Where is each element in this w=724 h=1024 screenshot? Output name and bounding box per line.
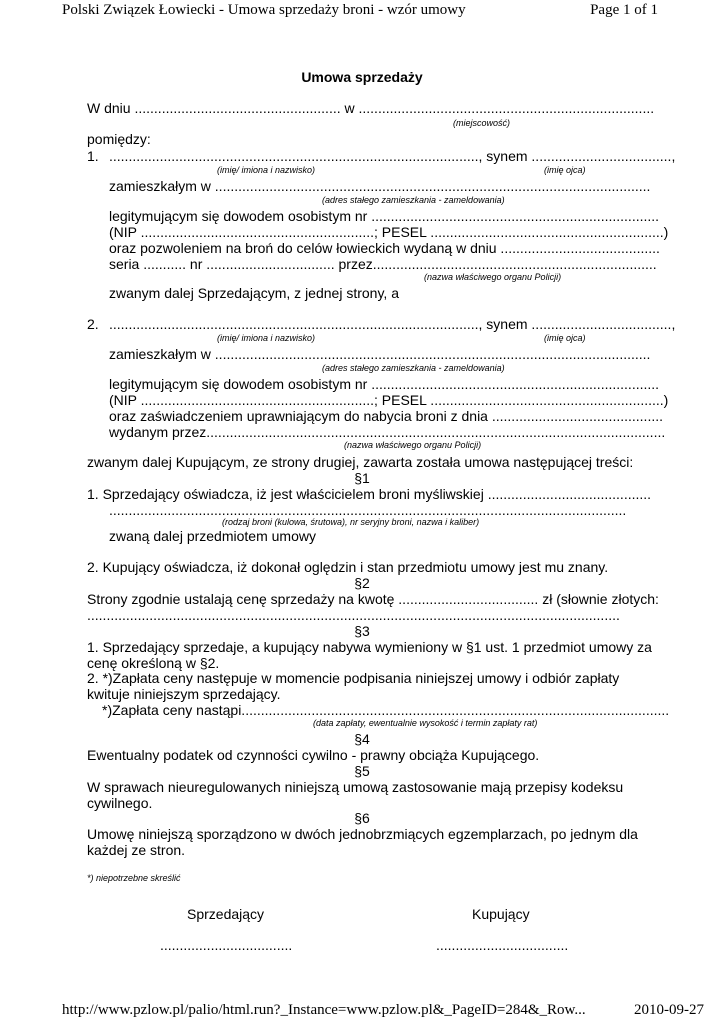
section-1-heading: §1: [354, 470, 370, 486]
section-3-heading: §3: [354, 623, 370, 639]
buyer-nip-pesel-line: (NIP ............................................................; PESEL ............................................................): [109, 392, 669, 408]
buyer-signature-line: ..................................: [436, 937, 569, 953]
section-5-paragraph-1-continued: cywilnego.: [87, 795, 153, 811]
place-hint: (miejscowość): [453, 118, 511, 128]
seller-permit-line: oraz pozwoleniem na broń do celów łowieckich wydaną w dniu .........................................: [109, 240, 660, 256]
seller-series-line: seria ........... nr ................................. przez.........................................................................: [109, 256, 657, 272]
seller-name-hint: (imię/ imiona i nazwisko): [217, 165, 316, 175]
section-2-paragraph-1-continued: .........................................................................................................................................: [87, 607, 620, 623]
footnote: *) niepotrzebne skreślić: [87, 873, 181, 883]
section-1-paragraph-1-end: zwaną dalej przedmiotem umowy: [109, 528, 316, 544]
seller-address-line: zamieszkałym w ................................................................................................................: [109, 178, 651, 194]
seller-name-line: ..............................................................................................., synem ....................................,: [109, 148, 676, 164]
section-4-heading: §4: [354, 731, 370, 747]
seller-address-hint: (adres stałego zamieszkania - zameldowania): [322, 195, 505, 205]
buyer-name-line: ..............................................................................................., synem ....................................,: [109, 316, 676, 332]
seller-id-line: legitymującym się dowodem osobistym nr ..........................................................................: [109, 208, 660, 224]
buyer-role-line: zwanym dalej Kupującym, ze strony drugiej, zawarta została umowa następującej treści:: [87, 454, 634, 470]
section-3-paragraph-1: 1. Sprzedający sprzedaje, a kupujący nabywa wymieniony w §1 ust. 1 przedmiot umowy za: [87, 639, 652, 655]
header-title: Polski Związek Łowiecki - Umowa sprzedaży broni - wzór umowy: [62, 2, 466, 18]
seller-father-hint: (imię ojca): [544, 165, 586, 175]
section-1-paragraph-1: 1. Sprzedający oświadcza, iż jest właścicielem broni myśliwskiej ..........................................: [87, 486, 652, 502]
intro-date-place: W dniu ..................................................... w ............................................................................: [87, 100, 655, 116]
seller-signature-line: ..................................: [160, 937, 293, 953]
section-3-paragraph-1-continued: cenę określoną w §2.: [87, 655, 220, 671]
seller-signature-label: Sprzedający: [187, 906, 265, 922]
seller-nip-pesel-line: (NIP ............................................................; PESEL ............................................................): [109, 224, 669, 240]
buyer-father-hint: (imię ojca): [544, 333, 586, 343]
buyer-address-hint: (adres stałego zamieszkania - zameldowania): [322, 363, 505, 373]
buyer-id-line: legitymującym się dowodem osobistym nr ..........................................................................: [109, 376, 660, 392]
footer-date: 2010-09-27: [634, 1002, 704, 1018]
seller-number: 1.: [87, 148, 99, 164]
buyer-issuer-hint: (nazwa właściwego organu Policji): [344, 440, 482, 450]
section-5-paragraph-1: W sprawach nieuregulowanych niniejszą umową zastosowanie mają przepisy kodeksu: [87, 779, 624, 795]
seller-issuer-hint: (nazwa właściwego organu Policji): [424, 272, 562, 282]
section-1-paragraph-1-continued: .....................................................................................................................................: [109, 502, 627, 518]
section-6-paragraph-1-continued: każdej ze stron.: [87, 842, 186, 858]
weapon-hint: (rodzaj broni (kulowa, śrutowa), nr seryjny broni, nazwa i kaliber): [222, 517, 480, 527]
document-title: Umowa sprzedaży: [301, 69, 423, 85]
intro-between: pomiędzy:: [87, 131, 151, 147]
section-2-paragraph-1: Strony zgodnie ustalają cenę sprzedaży na kwotę .................................... zł (słownie złotych:: [87, 591, 659, 607]
buyer-address-line: zamieszkałym w ................................................................................................................: [109, 346, 651, 362]
buyer-number: 2.: [87, 316, 99, 332]
buyer-certificate-line: oraz zaświadczeniem uprawniającym do nabycia broni z dnia ............................................: [109, 408, 664, 424]
buyer-issued-line: wydanym przez......................................................................................................................: [109, 424, 666, 440]
buyer-name-hint: (imię/ imiona i nazwisko): [217, 333, 316, 343]
section-4-paragraph-1: Ewentualny podatek od czynności cywilno - prawny obciąża Kupującego.: [87, 747, 540, 763]
page-number: Page 1 of 1: [590, 2, 658, 18]
section-6-paragraph-1: Umowę niniejszą sporządzono w dwóch jednobrzmiących egzemplarzach, po jednym dla: [87, 826, 638, 842]
payment-hint: (data zapłaty, ewentualnie wysokość i termin zapłaty rat): [313, 718, 538, 728]
section-3-paragraph-2-continued: kwituje niniejszym sprzedający.: [87, 686, 281, 702]
section-3-paragraph-2: 2. *)Zapłata ceny następuje w momencie podpisania niniejszej umowy i odbiór zapłaty: [87, 670, 620, 686]
buyer-signature-label: Kupujący: [472, 906, 530, 922]
section-6-heading: §6: [354, 810, 370, 826]
section-3-paragraph-3: *)Zapłata ceny nastąpi..............................................................................................................: [102, 702, 670, 718]
section-1-paragraph-2: 2. Kupujący oświadcza, iż dokonał oględzin i stan przedmiotu umowy jest mu znany.: [87, 559, 609, 575]
section-5-heading: §5: [354, 763, 370, 779]
seller-role-line: zwanym dalej Sprzedającym, z jednej strony, a: [109, 285, 399, 301]
footer-url: http://www.pzlow.pl/palio/html.run?_Instance=www.pzlow.pl&_PageID=284&_Row...: [62, 1002, 586, 1018]
section-2-heading: §2: [354, 575, 370, 591]
